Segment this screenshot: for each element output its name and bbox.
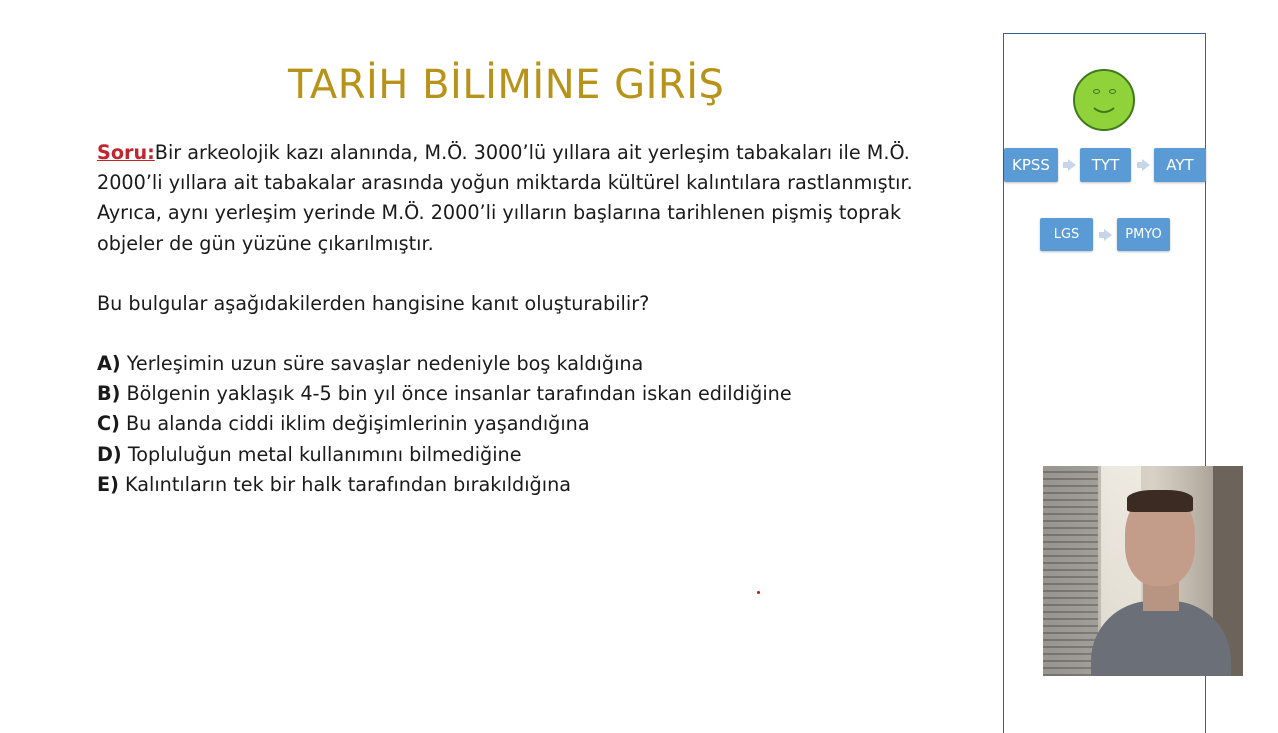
option-letter: E) bbox=[97, 472, 119, 496]
slide-title: TARİH BİLİMİNE GİRİŞ bbox=[288, 62, 725, 108]
webcam-background-blind bbox=[1043, 466, 1098, 676]
exam-box-ayt: AYT bbox=[1154, 148, 1206, 182]
exam-box-pmyo: PMYO bbox=[1117, 218, 1170, 251]
option-letter: D) bbox=[97, 442, 122, 466]
exam-box-tyt: TYT bbox=[1080, 148, 1131, 182]
option-b bbox=[97, 379, 947, 409]
option-text: Kalıntıların tek bir halk tarafından bırakıldığına bbox=[125, 472, 571, 496]
exam-box-kpss: KPSS bbox=[1004, 148, 1058, 182]
option-e bbox=[97, 470, 947, 500]
option-letter: A) bbox=[97, 352, 121, 376]
option-letter: C) bbox=[97, 412, 120, 436]
question-label: Soru: bbox=[97, 141, 155, 164]
arrow-right-icon bbox=[1068, 159, 1076, 171]
answer-options bbox=[97, 349, 947, 500]
arrow-right-icon bbox=[1142, 159, 1150, 171]
option-c bbox=[97, 409, 947, 439]
webcam-feed bbox=[1043, 466, 1243, 676]
question-line-2: 2000’li yıllara ait tabakalar arasında yoğun miktarda kültürel kalıntılara rastlanmıştır. bbox=[97, 171, 913, 195]
smiley-icon bbox=[1073, 69, 1135, 131]
exam-box-lgs: LGS bbox=[1040, 218, 1093, 251]
question-block bbox=[97, 138, 947, 500]
question-line-3: Ayrıca, aynı yerleşim yerinde M.Ö. 2000’li yılların başlarına tarihlenen pişmiş toprak bbox=[97, 201, 902, 225]
option-letter: B) bbox=[97, 382, 121, 406]
question-text-1: Bir arkeolojik kazı alanında, M.Ö. 3000’lü yıllara ait yerleşim tabakaları ile M.Ö. bbox=[154, 141, 910, 164]
smiley-eye-right bbox=[1109, 89, 1116, 94]
option-text: Bölgenin yaklaşık 4-5 bin yıl önce insanlar tarafından iskan edildiğine bbox=[126, 382, 792, 406]
question-line-1 bbox=[97, 138, 947, 168]
laser-pointer-dot bbox=[757, 591, 760, 594]
option-a bbox=[97, 349, 947, 379]
option-d bbox=[97, 440, 947, 470]
option-text: Topluluğun metal kullanımını bilmediğine bbox=[127, 442, 522, 466]
smiley-mouth bbox=[1089, 97, 1119, 113]
option-text: Bu alanda ciddi iklim değişimlerinin yaşandığına bbox=[125, 412, 590, 436]
question-line-4: objeler de gün yüzüne çıkarılmıştır. bbox=[97, 231, 434, 255]
question-prompt: Bu bulgular aşağıdakilerden hangisine kanıt oluşturabilir? bbox=[97, 291, 650, 315]
option-text: Yerleşimin uzun süre savaşlar nedeniyle boş kaldığına bbox=[126, 352, 644, 376]
smiley-eye-left bbox=[1093, 89, 1100, 94]
presenter-hair bbox=[1127, 490, 1193, 512]
arrow-right-icon bbox=[1104, 229, 1112, 241]
